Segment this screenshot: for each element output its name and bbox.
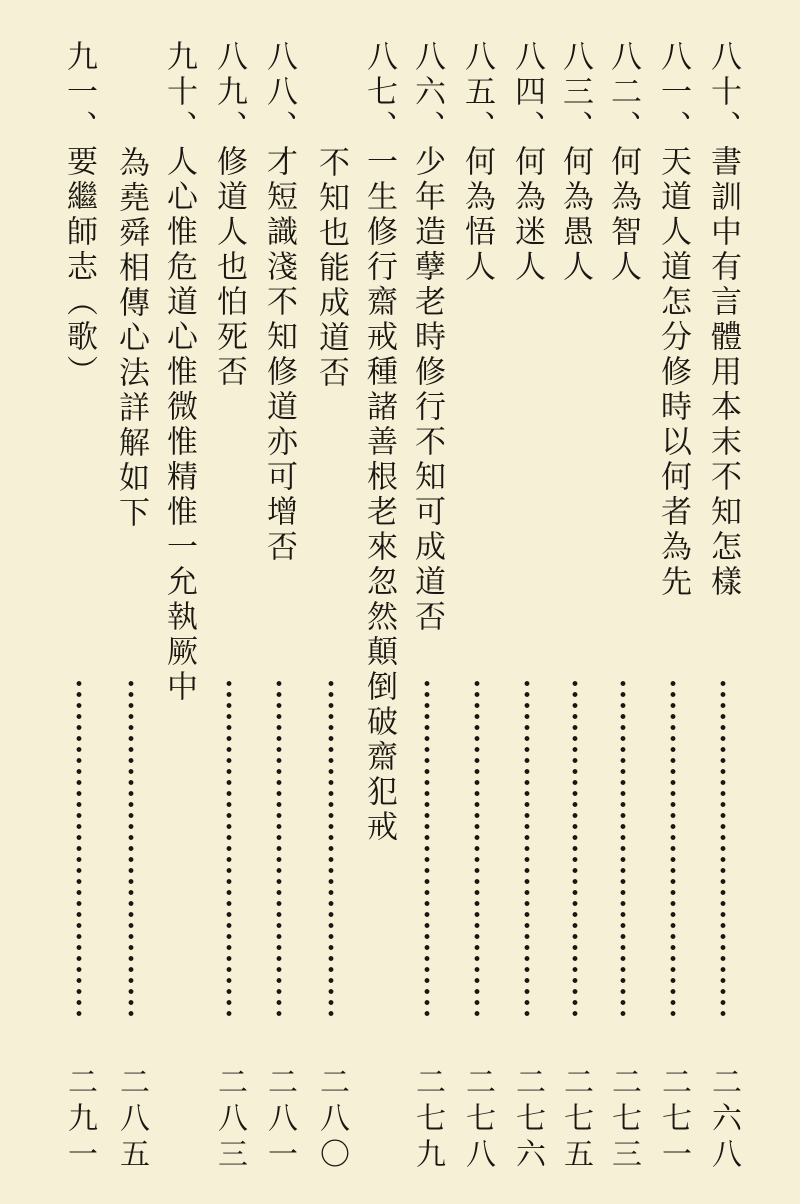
dot-leader: [276, 678, 282, 1018]
dot-leader: [620, 678, 626, 1018]
toc-page-number: 二七九: [410, 1066, 445, 1174]
dot-leader: [474, 678, 480, 1018]
toc-entry-title: 八七、一生修行齋戒種諸善根老來忽然顛倒破齋犯戒: [361, 40, 397, 845]
toc-page-number: 二七六: [510, 1066, 545, 1174]
toc-entry-title: 八九、修道人也怕死否: [211, 40, 247, 390]
toc-page-number: 二八〇: [314, 1066, 349, 1174]
dot-leader: [424, 678, 430, 1018]
toc-entry-title: 八一、天道人道怎分修時以何者為先: [655, 40, 691, 600]
dot-leader: [226, 678, 232, 1018]
toc-entry-title: 八五、何為悟人: [459, 40, 495, 285]
toc-page-number: 二九一: [62, 1066, 97, 1174]
toc-page-number: 二八三: [212, 1066, 247, 1174]
toc-page-number: 二七五: [558, 1066, 593, 1174]
toc-page-number: 二七三: [606, 1066, 641, 1174]
dot-leader: [328, 678, 334, 1018]
dot-leader: [524, 678, 530, 1018]
toc-entry-title: 八二、何為智人: [605, 40, 641, 285]
toc-entry-title: 九一、要繼師志（歌）: [61, 40, 97, 390]
toc-page-number: 二七一: [656, 1066, 691, 1174]
dot-leader: [76, 678, 82, 1018]
toc-page-number: 二八一: [262, 1066, 297, 1174]
toc-entry-subtitle: 為堯舜相傳心法詳解如下: [113, 146, 149, 531]
dot-leader: [572, 678, 578, 1018]
dot-leader: [720, 678, 726, 1018]
toc-entry-title: 八八、才短識淺不知修道亦可增否: [261, 40, 297, 565]
toc-entry-title: 八十、書訓中有言體用本末不知怎樣: [705, 40, 741, 600]
toc-entry-subtitle: 不知也能成道否: [313, 146, 349, 391]
toc-entry-title: 八三、何為愚人: [557, 40, 593, 285]
dot-leader: [670, 678, 676, 1018]
dot-leader: [128, 678, 134, 1018]
toc-page-number: 二八五: [114, 1066, 149, 1174]
toc-entry-title: 九十、人心惟危道心惟微惟精惟一允執厥中: [161, 40, 197, 705]
toc-entry-title: 八四、何為迷人: [509, 40, 545, 285]
toc-entry-title: 八六、少年造孽老時修行不知可成道否: [409, 40, 445, 635]
toc-page-number: 二七八: [460, 1066, 495, 1174]
toc-page-number: 二六八: [706, 1066, 741, 1174]
